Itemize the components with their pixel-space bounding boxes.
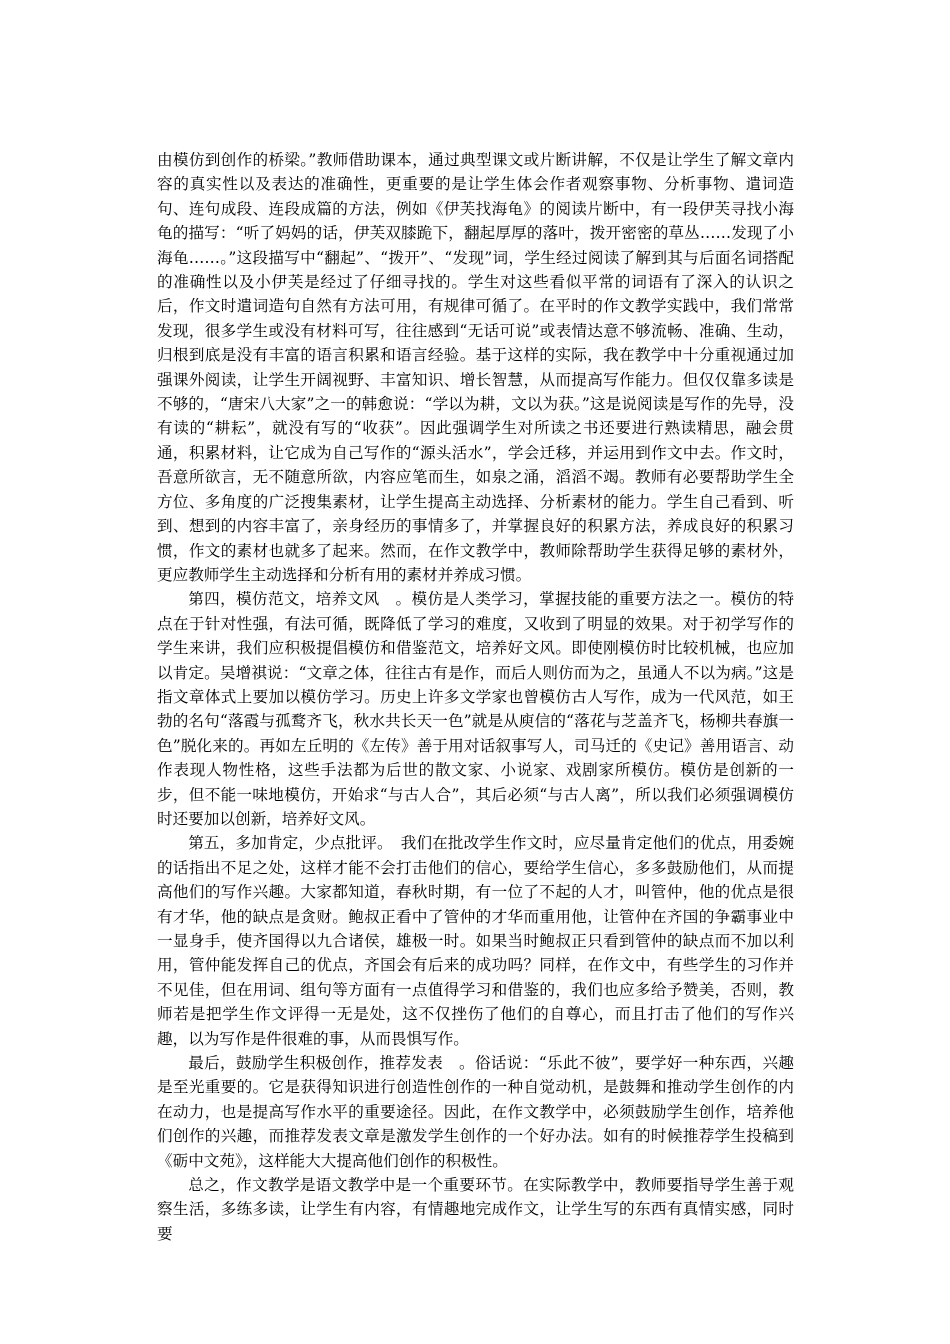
document-page	[157, 148, 794, 1246]
paragraph-conclusion: 总之，作文教学是语文教学中是一个重要环节。在实际教学中，教师要指导学生善于观察生活，多练多读，让学生有内容，有情趣地完成作文，让学生写的东西有真情实感，同时要	[157, 1176, 794, 1243]
paragraph-final-point: 最后，鼓励学生积极创作，推荐发表 。俗话说：“乐此不彼”，要学好一种东西，兴趣是至光重要的。它是获得知识进行创造性创作的一种自觉动机，是鼓舞和推动学生创作的内在动力，也是提高写作水平的重要途径。因此，在作文教学中，必须鼓励学生创作，培养他们创作的兴趣，而推荐发表文章是激发学生创作的一个好办法。如有的时候推荐学生投稿到《砺中文苑》，这样能大大提高他们创作的积极性。	[157, 1054, 794, 1170]
paragraph-fourth-point: 第四，模仿范文，培养文风 。模仿是人类学习，掌握技能的重要方法之一。模仿的特点在于针对性强，有法可循，既降低了学习的难度，又收到了明显的效果。对于初学写作的学生来讲，我们应积极提倡模仿和借鉴范文，培养好文风。即使刚模仿时比较机械，也应加以肯定。吴增祺说：“文章之体，往往古有是作，而后人则仿而为之，虽通人不以为病。”这是指文章体式上要加以模仿学习。历史上许多文学家也曾模仿古人写作，成为一代风范，如王勃的名句“落霞与孤鹜齐飞，秋水共长天一色”就是从庾信的“落花与芝盖齐飞，杨柳共春旗一色”脱化来的。再如左丘明的《左传》善于用对话叙事写人，司马迁的《史记》善用语言、动作表现人物性格，这些手法都为后世的散文家、小说家、戏剧家所模仿。模仿是创新的一步，但不能一味地模仿，开始求“与古人合”，其后必须“与古人离”，所以我们必须强调模仿时还要加以创新，培养好文风。	[157, 590, 794, 828]
paragraph-fifth-point: 第五，多加肯定，少点批评。 我们在批改学生作文时，应尽量肯定他们的优点，用委婉的话指出不足之处，这样才能不会打击他们的信心，要给学生信心，多多鼓励他们，从而提高他们的写作兴趣。大家都知道，春秋时期，有一位了不起的人才，叫管仲，他的优点是很有才华，他的缺点是贪财。鲍叔正看中了管仲的才华而重用他，让管仲在齐国的争霸事业中一显身手，使齐国得以九合诸侯，雄极一时。如果当时鲍叔正只看到管仲的缺点而不加以利用，管仲能发挥自己的优点，齐国会有后来的成功吗？同样，在作文中，有些学生的习作并不见佳，但在用词、组句等方面有一点值得学习和借鉴的，我们也应多给予赞美，否则，教师若是把学生作文评得一无是处，这不仅挫伤了他们的自尊心，而且打击了他们的写作兴趣，以为写作是件很难的事，从而畏惧写作。	[157, 834, 794, 1048]
paragraph-continuation: 由模仿到创作的桥梁。”教师借助课本，通过典型课文或片断讲解，不仅是让学生了解文章内容的真实性以及表达的准确性，更重要的是让学生体会作者观察事物、分析事物、遣词造句、连句成段、连段成篇的方法，例如《伊芙找海龟》的阅读片断中，有一段伊芙寻找小海龟的描写：“听了妈妈的话，伊芙双膝跪下，翻起厚厚的落叶，拨开密密的草丛……发现了小海龟……。”这段描写中“翻起”、“拨开”、“发现”词，学生经过阅读了解到其与后面名词搭配的准确性以及小伊芙是经过了仔细寻找的。学生对这些看似平常的词语有了深入的认识之后，作文时遣词造句自然有方法可用，有规律可循了。在平时的作文教学实践中，我们常常发现，很多学生或没有材料可写，往往感到“无话可说”或表情达意不够流畅、准确、生动，归根到底是没有丰富的语言积累和语言经验。基于这样的实际，我在教学中十分重视通过加强课外阅读，让学生开阔视野、丰富知识、增长智慧，从而提高写作能力。但仅仅靠多读是不够的，“唐宋八大家”之一的韩愈说：“学以为耕，文以为获。”这是说阅读是写作的先导，没有读的“耕耘”，就没有写的“收获”。因此强调学生对所读之书还要进行熟读精思，融会贯通，积累材料，让它成为自己写作的“源头活水”，学会迁移，并运用到作文中去。作文时，吾意所欲言，无不随意所欲，内容应笔而生，如泉之涌，滔滔不竭。教师有必要帮助学生全方位、多角度的广泛搜集素材，让学生提高主动选择、分析素材的能力。学生自己看到、听到、想到的内容丰富了，亲身经历的事情多了，并掌握良好的积累方法，养成良好的积累习惯，作文的素材也就多了起来。然而，在作文教学中，教师除帮助学生获得足够的素材外，更应教师学生主动选择和分析有用的素材并养成习惯。	[157, 151, 794, 584]
